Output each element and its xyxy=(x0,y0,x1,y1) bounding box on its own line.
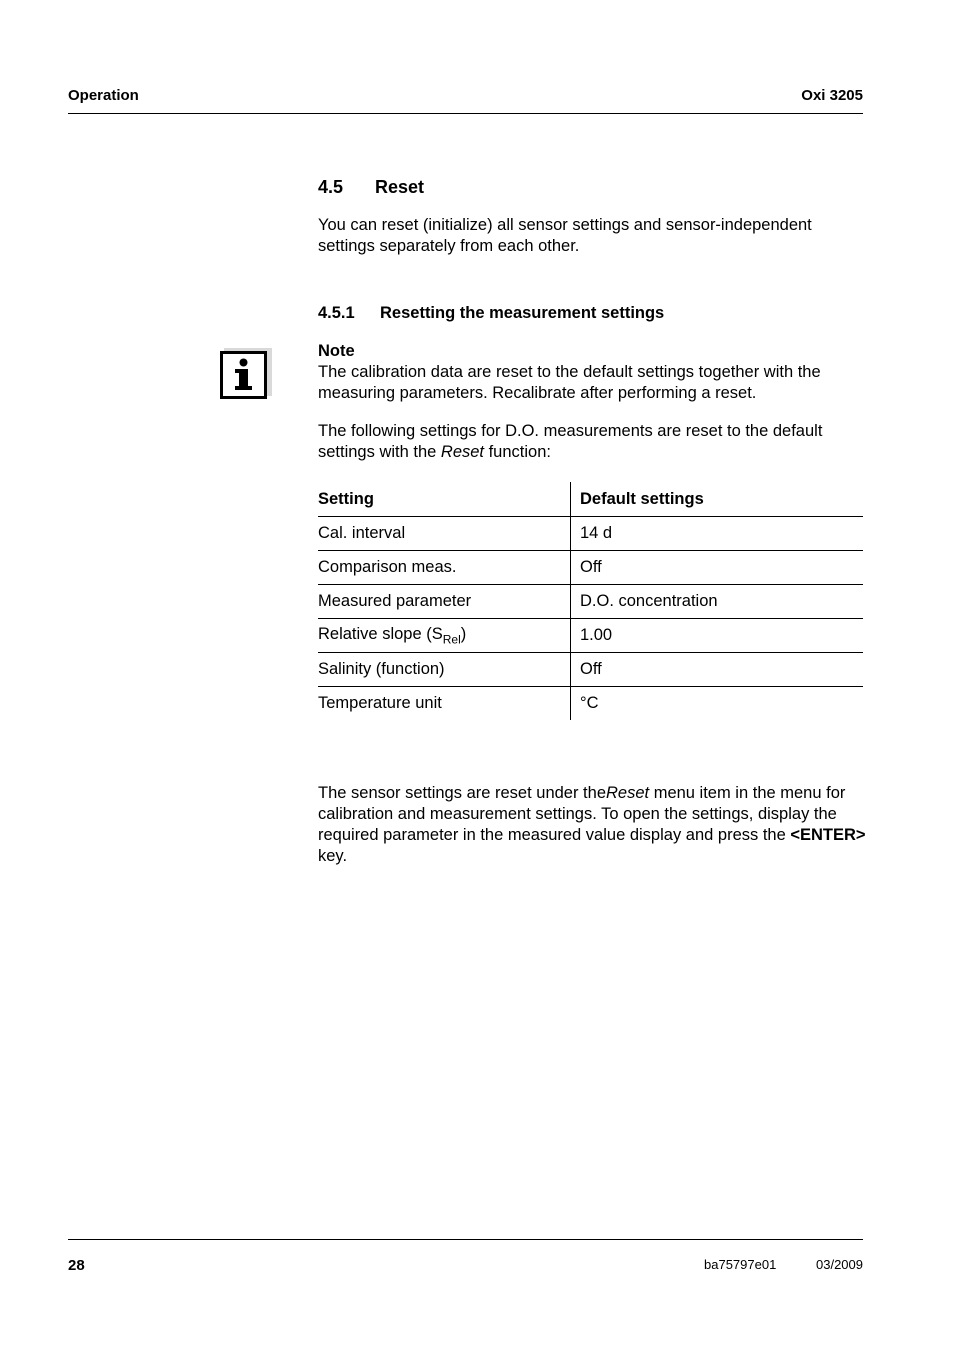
default-cell: °C xyxy=(571,687,864,721)
default-cell: Off xyxy=(571,653,864,687)
table-row xyxy=(318,687,863,721)
setting-cell: Measured parameter xyxy=(318,585,571,619)
setting-subscript: Rel xyxy=(442,632,461,647)
setting-text: Relative slope (S xyxy=(318,624,443,643)
table-header-row xyxy=(318,482,863,517)
sensor-text-start: The sensor settings are reset under the xyxy=(318,784,606,802)
sensor-settings-paragraph xyxy=(318,783,866,867)
intro-paragraph: You can reset (initialize) all sensor settings and sensor-independent settings separately from each other. xyxy=(318,216,812,255)
default-cell: 1.00 xyxy=(571,619,864,653)
subsection-number: 4.5.1 xyxy=(318,304,355,322)
subsection-title: Resetting the measurement settings xyxy=(380,304,665,322)
column-header-setting: Setting xyxy=(318,482,571,517)
reset-settings-table xyxy=(318,482,863,720)
default-cell: Off xyxy=(571,551,864,585)
note-text: The calibration data are reset to the default settings together with the measuring parameters. Recalibrate after performing a reset. xyxy=(318,363,821,402)
table-row xyxy=(318,551,863,585)
reset-function-name: Reset xyxy=(440,443,485,461)
header-rule xyxy=(68,113,863,114)
table-row xyxy=(318,585,863,619)
header-left: Operation xyxy=(68,87,139,104)
following-text-end: function: xyxy=(484,443,551,461)
default-cell: 14 d xyxy=(580,524,613,542)
setting-text-end: ) xyxy=(460,624,467,643)
sensor-text-middle: menu item in the menu for calibration and measurement settings. To open the settings, display the required parameter in the measured value display and press the xyxy=(318,784,846,844)
section-number: 4.5 xyxy=(318,177,344,197)
setting-cell: Temperature unit xyxy=(318,687,571,721)
table-row xyxy=(318,619,863,653)
section-title: Reset xyxy=(375,177,425,197)
document-date: 03/2009 xyxy=(816,1257,863,1272)
setting-cell xyxy=(318,619,571,653)
info-icon xyxy=(220,348,272,400)
page-number: 28 xyxy=(68,1257,85,1274)
sensor-text-end: key. xyxy=(318,847,348,865)
column-header-default: Default settings xyxy=(571,482,864,517)
setting-cell: Comparison meas. xyxy=(318,551,571,585)
default-cell: D.O. concentration xyxy=(571,585,864,619)
document-id: ba75797e01 xyxy=(704,1257,777,1272)
reset-menu-item-name: Reset xyxy=(606,784,650,802)
table-row xyxy=(318,653,863,687)
footer-rule xyxy=(68,1239,863,1240)
enter-key-label: <ENTER> xyxy=(790,826,866,844)
following-paragraph xyxy=(318,421,866,463)
following-text-start: The following settings for D.O. measurements are reset to the default settings with the xyxy=(318,422,823,461)
note-title: Note xyxy=(318,342,355,360)
table-row xyxy=(318,517,863,551)
setting-cell: Cal. interval xyxy=(318,517,571,551)
header-right: Oxi 3205 xyxy=(801,87,863,104)
setting-cell: Salinity (function) xyxy=(318,653,571,687)
